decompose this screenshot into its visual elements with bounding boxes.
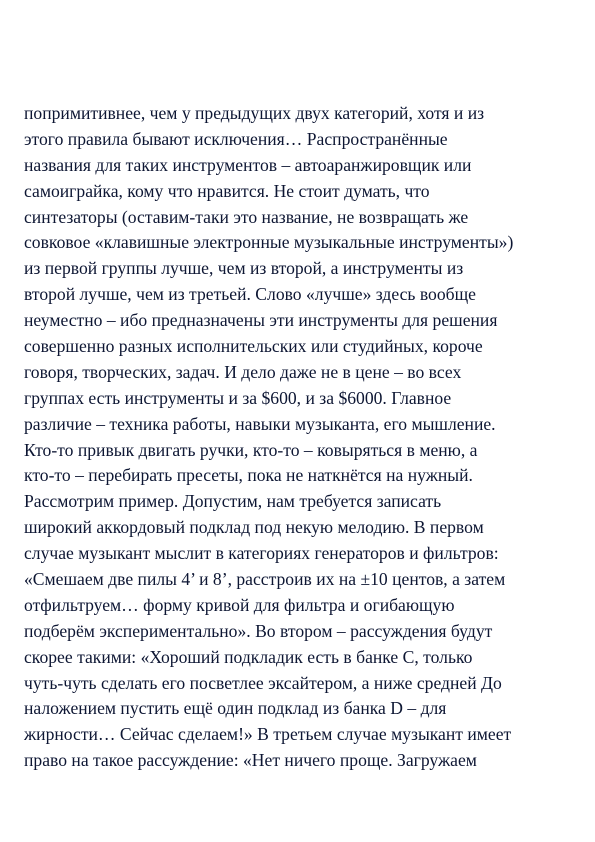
body-text	[24, 101, 584, 774]
text-line: жирности… Сейчас сделаем!» В третьем случае музыкант имеет	[24, 724, 512, 745]
text-line: попримитивнее, чем у предыдущих двух категорий, хотя и из	[24, 103, 485, 123]
text-line: Кто-то привык двигать ручки, кто-то – ковыряться в меню, а	[24, 439, 478, 460]
text-line: отфильтруем… форму кривой для фильтра и огибающую	[24, 594, 455, 615]
text-line: совковое «клавишные электронные музыкальные инструменты»)	[24, 232, 514, 253]
text-line: второй лучше, чем из третьей. Слово «лучше» здесь вообще	[24, 284, 476, 305]
text-line: из первой группы лучше, чем из второй, а инструменты из	[24, 258, 464, 279]
text-line: наложением пустить ещё один подклад из банка D – для	[24, 698, 447, 719]
text-line: совершенно разных исполнительских или студийных, короче	[24, 336, 483, 357]
text-line: подберём экспериментально». Во втором – рассуждения будут	[24, 620, 493, 641]
text-line: Рассмотрим пример. Допустим, нам требуется записать	[24, 491, 442, 512]
text-line: кто-то – перебирать пресеты, пока не наткнётся на нужный.	[24, 465, 473, 486]
text-line: чуть-чуть сделать его посветлее эксайтером, а ниже средней До	[24, 672, 502, 693]
text-line: этого правила бывают исключения… Распространённые	[24, 128, 448, 149]
text-line: синтезаторы (оставим-таки это название, не возвращать же	[24, 206, 469, 227]
text-line: скорее такими: «Хороший подкладик есть в банке C, только	[24, 646, 473, 667]
text-line: случае музыкант мыслит в категориях генераторов и фильтров:	[24, 543, 499, 564]
text-line: широкий аккордовый подклад под некую мелодию. В первом	[24, 517, 484, 538]
text-line: различие – техника работы, навыки музыканта, его мышление.	[24, 413, 496, 434]
text-line: говоря, творческих, задач. И дело даже не в цене – во всех	[24, 361, 462, 382]
text-line: группах есть инструменты и за $600, и за $6000. Главное	[24, 387, 452, 408]
text-line: неуместно – ибо предназначены эти инструменты для решения	[24, 310, 498, 331]
text-line: право на такое рассуждение: «Нет ничего проще. Загружаем	[24, 750, 477, 771]
text-line: «Смешаем две пилы 4’ и 8’, расстроив их на ±10 центов, а затем	[24, 569, 506, 590]
text-line: самоиграйка, кому что нравится. Не стоит думать, что	[24, 180, 430, 201]
text-line: названия для таких инструментов – автоаранжировщик или	[24, 154, 472, 175]
